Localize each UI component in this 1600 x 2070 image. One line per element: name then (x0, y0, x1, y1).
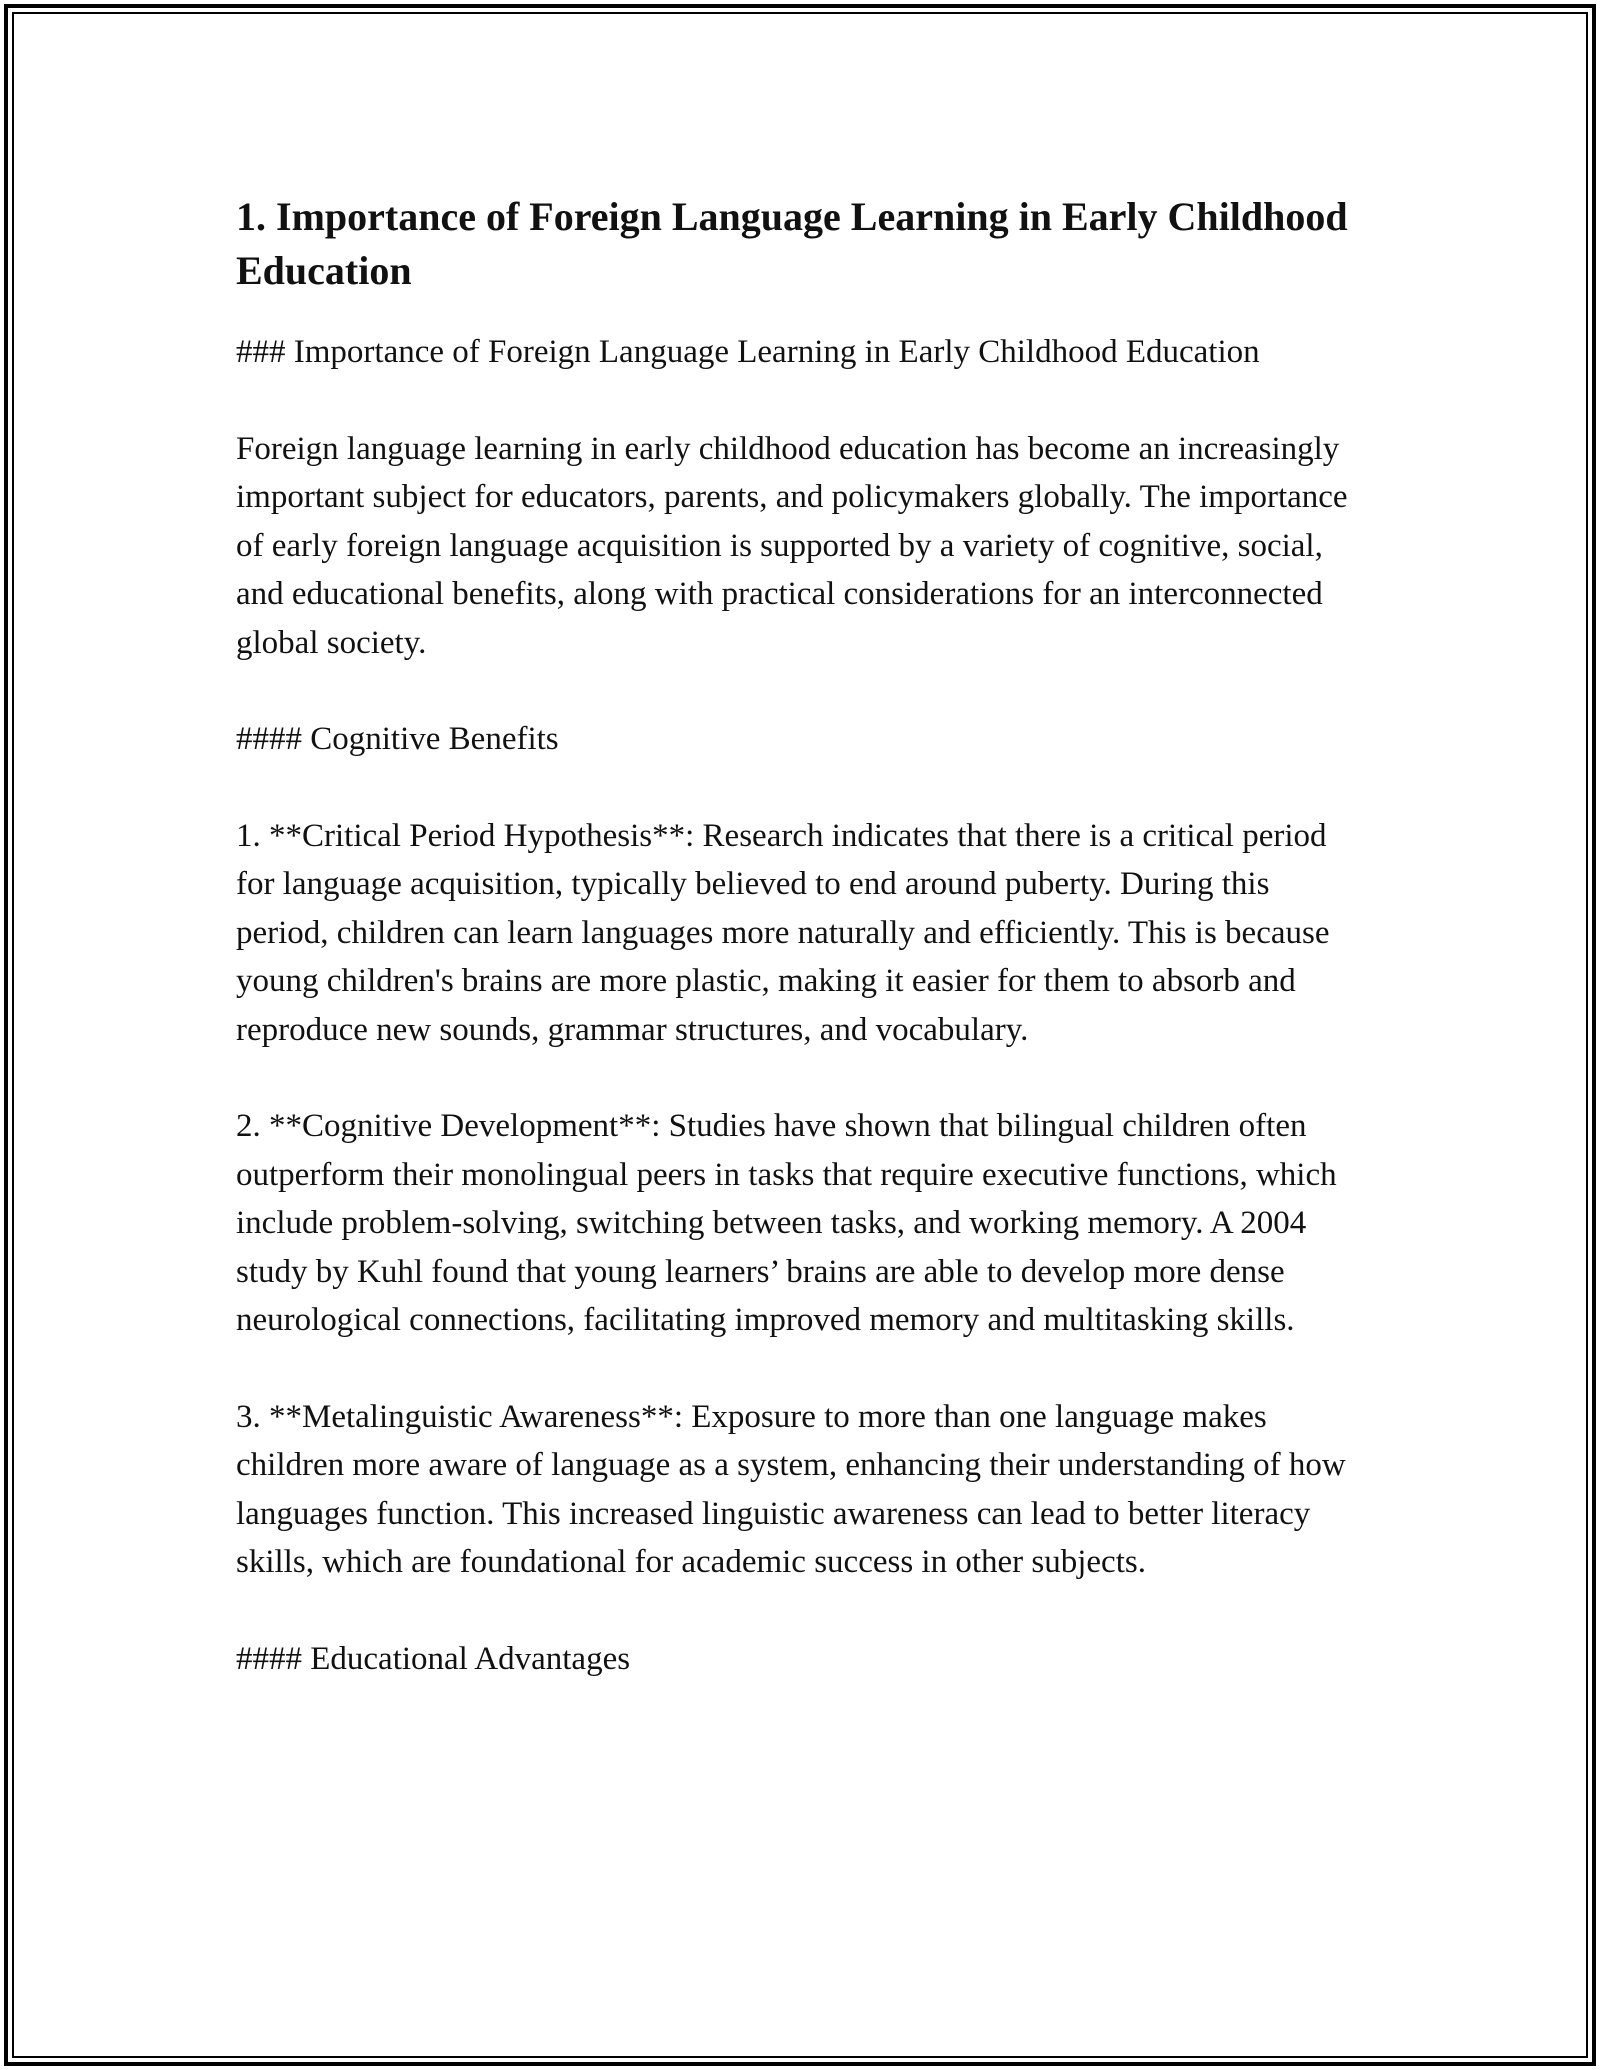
subheading-cognitive-benefits: #### Cognitive Benefits (236, 721, 559, 757)
section-heading-importance: ### Importance of Foreign Language Learning in Early Childhood Education (236, 334, 1260, 370)
list-item-metalinguistic-awareness: 3. **Metalinguistic Awareness**: Exposure to more than one language makes children more aware of language as a system, enhancing their understanding of how languages function. This increased linguistic awareness can lead to better literacy skills, which are foundational for academic success in other subjects. (236, 1398, 1354, 1580)
document-title: 1. Importance of Foreign Language Learning in Early Childhood Education (236, 194, 1348, 293)
list-item-cognitive-development: 2. **Cognitive Development**: Studies have shown that bilingual children often outperform their monolingual peers in tasks that require executive functions, which include problem-solving, switching between tasks, and working memory. A 2004 study by Kuhl found that young learners’ brains are able to develop more dense neurological connections, facilitating improved memory and multitasking skills. (236, 1108, 1345, 1338)
list-item-critical-period: 1. **Critical Period Hypothesis**: Research indicates that there is a critical period for language acquisition, typically believed to end around puberty. During this period, children can learn languages more naturally and efficiently. This is because young children's brains are more plastic, making it easier for them to absorb and reproduce new sounds, grammar structures, and vocabulary. (236, 817, 1338, 1048)
intro-paragraph: Foreign language learning in early childhood education has become an increasingly important subject for educators, parents, and policymakers globally. The importance of early foreign language acquisition is supported by a variety of cognitive, social, and educational benefits, along with practical considerations for an interconnected global society. (236, 430, 1356, 661)
document-page (236, 190, 1366, 1731)
subheading-educational-advantages: #### Educational Advantages (236, 1640, 631, 1677)
